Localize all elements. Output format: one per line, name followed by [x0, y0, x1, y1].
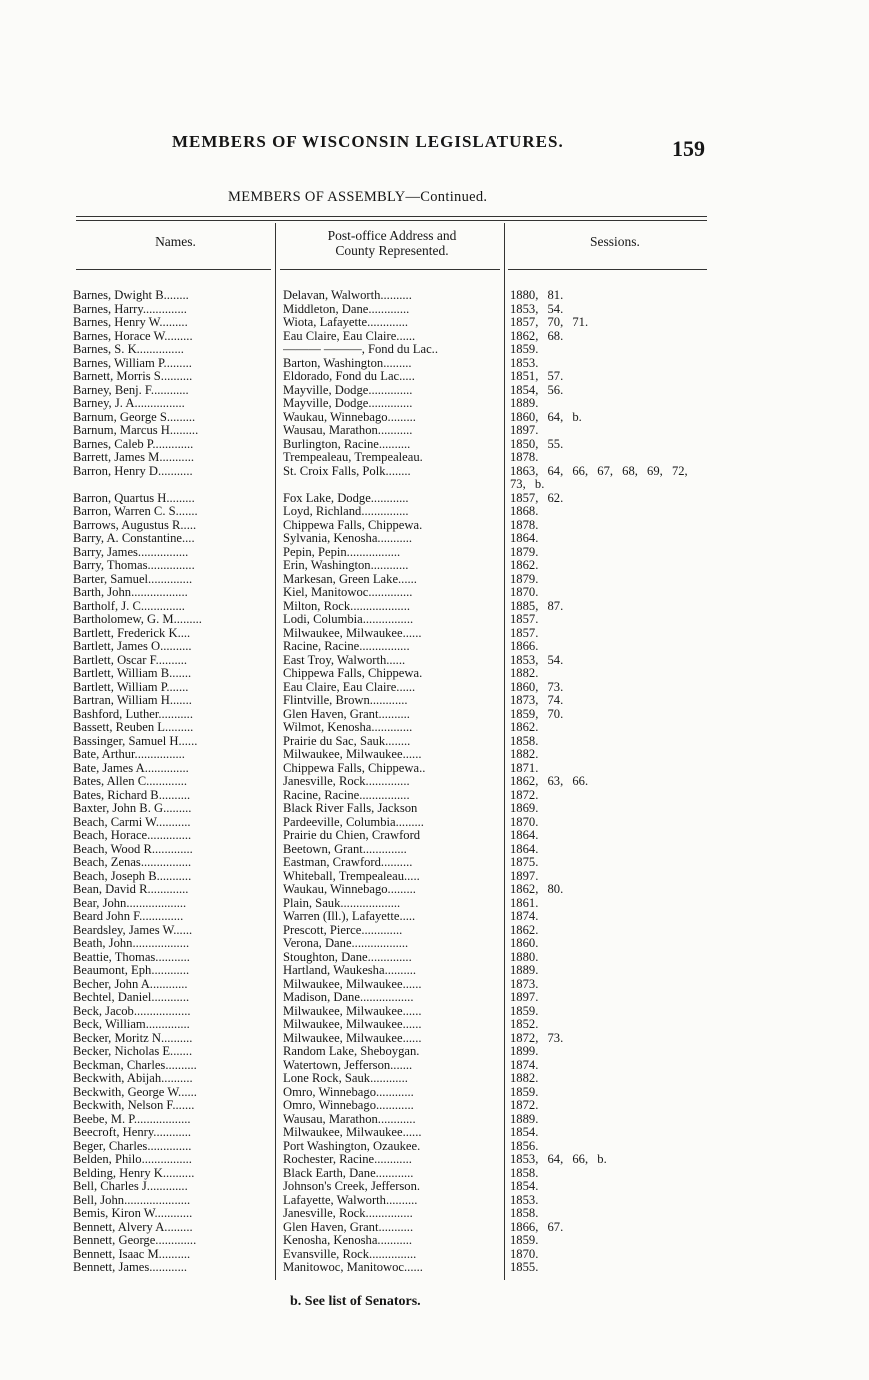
member-address: Glen Haven, Grant...........	[283, 1220, 414, 1234]
member-sessions: 1852.	[510, 1017, 539, 1031]
member-address: Barton, Washington.........	[283, 356, 412, 370]
member-sessions: 1875.	[510, 855, 539, 869]
column-divider	[275, 223, 276, 1280]
member-address: Manitowoc, Manitowoc......	[283, 1261, 423, 1274]
column-divider	[504, 223, 505, 1280]
member-name: Barron, Warren C. S.......	[73, 505, 198, 518]
member-address: Delavan, Walworth..........	[283, 289, 412, 302]
member-address: Lafayette, Walworth..........	[283, 1193, 418, 1207]
member-name: Bennett, Isaac M..........	[73, 1247, 191, 1261]
member-address: St. Croix Falls, Polk........	[283, 464, 411, 478]
member-address: Janesville, Rock..............	[283, 775, 410, 788]
member-sessions: 1853, 54.	[510, 301, 564, 316]
member-sessions: 1873.	[510, 976, 539, 991]
member-name: Bell, John.....................	[73, 1193, 191, 1207]
member-address: Milwaukee, Milwaukee......	[283, 1018, 422, 1031]
member-name: Beckwith, Nelson F.......	[73, 1099, 195, 1112]
member-sessions: 1889.	[510, 1111, 539, 1126]
member-address: Pardeeville, Columbia.........	[283, 815, 424, 829]
member-name: Barney, J. A................	[73, 397, 185, 410]
member-address: Wausau, Marathon............	[283, 1112, 416, 1126]
member-name: Barry, A. Constantine....	[73, 532, 195, 545]
member-sessions: 1853, 64, 66, b.	[510, 1152, 607, 1166]
member-sessions: 1866.	[510, 639, 539, 653]
member-sessions: 1857.	[510, 612, 539, 626]
member-sessions: 1869.	[510, 801, 539, 815]
member-name: Bashford, Luther...........	[73, 707, 193, 721]
member-address: Port Washington, Ozaukee.	[283, 1139, 421, 1153]
member-address: Black Earth, Dane............	[283, 1166, 414, 1180]
member-address: Pepin, Pepin.................	[283, 545, 401, 559]
member-name: Beger, Charles..............	[73, 1139, 192, 1153]
member-address: Eastman, Crawford..........	[283, 856, 413, 869]
member-sessions: 1854.	[510, 1125, 539, 1139]
member-sessions: 1871.	[510, 760, 539, 775]
member-address: Milwaukee, Milwaukee......	[283, 1126, 422, 1139]
member-address: Middleton, Dane.............	[283, 302, 410, 316]
member-address: Prairie du Chien, Crawford	[283, 829, 421, 842]
header-rule	[280, 269, 500, 270]
member-address: Chippewa Falls, Chippewa..	[283, 761, 426, 775]
member-sessions: 1874.	[510, 1057, 539, 1072]
member-name: Beecroft, Henry............	[73, 1126, 192, 1139]
member-sessions: 1873, 74.	[510, 693, 564, 707]
member-address: Milwaukee, Milwaukee......	[283, 626, 422, 640]
member-name: Barry, Thomas...............	[73, 559, 195, 572]
column-header-sessions: Sessions.	[590, 234, 640, 249]
member-name: Bartlett, James O..........	[73, 640, 192, 653]
member-name: Bartlett, Frederick K....	[73, 626, 191, 640]
member-address: Lodi, Columbia................	[283, 613, 414, 626]
member-address: Fox Lake, Dodge............	[283, 491, 409, 505]
member-sessions: 1857, 62.	[510, 490, 564, 505]
member-name: Barrett, James M...........	[73, 451, 195, 464]
member-address: East Troy, Walworth......	[283, 653, 406, 667]
member-name: Beach, Horace..............	[73, 829, 192, 842]
member-address: Prescott, Pierce.............	[283, 923, 403, 937]
member-name: Beckman, Charles..........	[73, 1058, 197, 1072]
member-address: Eau Claire, Eau Claire......	[283, 329, 416, 343]
member-name: Bate, James A..............	[73, 761, 189, 775]
member-sessions: 1853.	[510, 355, 539, 370]
member-sessions: 1860.	[510, 936, 539, 950]
member-name: Bassinger, Samuel H......	[73, 734, 198, 748]
member-address: Wilmot, Kenosha.............	[283, 721, 413, 734]
member-address: Milwaukee, Milwaukee......	[283, 1004, 422, 1018]
member-name: Beebe, M. P..................	[73, 1112, 191, 1126]
member-sessions: 1864.	[510, 531, 539, 545]
member-name: Beckwith, Abijah..........	[73, 1072, 193, 1085]
member-address: Milwaukee, Milwaukee......	[283, 977, 422, 991]
member-sessions: 1854, 56.	[510, 382, 564, 397]
member-name: Barnum, George S.........	[73, 410, 196, 424]
member-address: Omro, Winnebago............	[283, 1099, 414, 1112]
member-name: Barnes, S. K...............	[73, 343, 184, 356]
member-name: Barnes, Dwight B........	[73, 289, 189, 302]
member-sessions: 1862, 63, 66.	[510, 774, 589, 788]
member-sessions: 1859, 70.	[510, 706, 564, 721]
member-name: Bechtel, Daniel............	[73, 991, 190, 1004]
member-address: Hartland, Waukesha..........	[283, 964, 417, 977]
member-address: Mayville, Dodge..............	[283, 383, 413, 397]
member-name: Becker, Moritz N..........	[73, 1031, 193, 1045]
member-name: Bartlett, William P.......	[73, 680, 189, 694]
member-sessions: 1855.	[510, 1260, 539, 1274]
member-name: Beach, Joseph B...........	[73, 869, 192, 883]
member-address: Prairie du Sac, Sauk........	[283, 734, 411, 748]
member-name: Barnes, Harry..............	[73, 302, 187, 316]
member-sessions: 1858.	[510, 1165, 539, 1180]
member-sessions: 1889.	[510, 396, 539, 410]
member-sessions: 1882.	[510, 666, 539, 680]
member-address: Loyd, Richland...............	[283, 505, 409, 518]
member-sessions: 1860, 64, b.	[510, 409, 582, 424]
member-name: Barnes, Horace W.........	[73, 329, 193, 343]
member-name: Barney, Benj. F............	[73, 383, 189, 397]
member-name: Bear, John...................	[73, 896, 187, 910]
member-name: Becher, John A............	[73, 977, 188, 991]
member-sessions: 1858.	[510, 733, 539, 748]
column-header-address	[280, 228, 504, 258]
header-rule	[508, 269, 707, 270]
table-top-rule	[76, 216, 707, 217]
member-address: Milwaukee, Milwaukee......	[283, 1031, 422, 1045]
member-sessions: 1885, 87.	[510, 598, 564, 613]
member-name: Barth, John..................	[73, 586, 188, 599]
member-name: Becker, Nicholas E.......	[73, 1045, 193, 1058]
member-address: Chippewa Falls, Chippewa.	[283, 518, 423, 532]
member-sessions: 1850, 55.	[510, 436, 564, 451]
member-name: Belden, Philo................	[73, 1153, 192, 1166]
member-sessions: 1859.	[510, 1003, 539, 1018]
member-sessions: 1897.	[510, 423, 539, 437]
member-sessions: 1856.	[510, 1138, 539, 1153]
member-address: Wiota, Lafayette.............	[283, 316, 409, 329]
member-name: Bemis, Kiron W............	[73, 1207, 193, 1220]
member-sessions: 1899.	[510, 1044, 539, 1058]
member-address: Burlington, Racine..........	[283, 437, 411, 451]
member-sessions: 1878.	[510, 517, 539, 532]
member-address: Verona, Dane..................	[283, 937, 409, 950]
member-address: Warren (Ill.), Lafayette.....	[283, 910, 416, 923]
member-name: Bartran, William H.......	[73, 694, 192, 707]
member-name: Barnes, Caleb P.............	[73, 437, 194, 451]
member-sessions: 1851, 57.	[510, 369, 564, 383]
running-head: MEMBERS OF WISCONSIN LEGISLATURES.	[172, 132, 564, 151]
member-sessions: 1862.	[510, 558, 539, 572]
member-name: Barron, Quartus H.........	[73, 491, 195, 505]
member-sessions: 1859.	[510, 1233, 539, 1247]
member-sessions: 1862.	[510, 922, 539, 937]
member-sessions: 1870.	[510, 585, 539, 599]
member-address: Lone Rock, Sauk............	[283, 1072, 408, 1085]
member-sessions: 1866, 67.	[510, 1219, 564, 1234]
member-name: Bartholomew, G. M.........	[73, 613, 202, 626]
member-sessions: 1872.	[510, 1098, 539, 1112]
member-name: Bassett, Reuben L.........	[73, 721, 194, 734]
member-sessions: 1857.	[510, 625, 539, 640]
member-name: Bate, Arthur................	[73, 748, 185, 761]
member-sessions: 1859.	[510, 342, 539, 356]
member-sessions: 1889.	[510, 963, 539, 977]
member-address: Kiel, Manitowoc..............	[283, 586, 413, 599]
member-address: Johnson's Creek, Jefferson.	[283, 1180, 421, 1193]
member-name: Barry, James................	[73, 545, 189, 559]
member-sessions: 1861.	[510, 895, 539, 910]
member-sessions: 1878.	[510, 450, 539, 464]
member-sessions: 1897.	[510, 990, 539, 1004]
member-address: Watertown, Jefferson.......	[283, 1058, 413, 1072]
member-sessions: 1874.	[510, 909, 539, 923]
member-sessions: 1853, 54.	[510, 652, 564, 667]
member-sessions: 1862, 80.	[510, 882, 564, 896]
member-address: Waukau, Winnebago.........	[283, 410, 416, 424]
member-name: Bell, Charles J.............	[73, 1180, 188, 1193]
member-sessions: 1870.	[510, 1246, 539, 1261]
table-top-rule-2	[76, 220, 707, 221]
member-address: Plain, Sauk...................	[283, 896, 401, 910]
member-sessions: 1880, 81.	[510, 288, 564, 302]
member-name: Beck, Jacob..................	[73, 1004, 191, 1018]
footnote: b. See list of Senators.	[290, 1294, 421, 1309]
member-name: Beard John F..............	[73, 910, 184, 923]
member-name: Bennett, George.............	[73, 1234, 197, 1247]
member-address: Waukau, Winnebago.........	[283, 883, 416, 896]
member-sessions: 1857, 70, 71.	[510, 315, 589, 329]
member-address: Janesville, Rock...............	[283, 1207, 413, 1220]
member-sessions: 73, b.	[510, 477, 545, 491]
member-address: Random Lake, Sheboygan.	[283, 1045, 420, 1058]
member-address: Milwaukee, Milwaukee......	[283, 748, 422, 761]
member-sessions: 1882.	[510, 747, 539, 761]
member-address: Racine, Racine................	[283, 640, 410, 653]
member-address: Omro, Winnebago............	[283, 1085, 414, 1099]
member-name: Bean, David R.............	[73, 883, 189, 896]
member-sessions: 1897.	[510, 868, 539, 883]
member-address: Beetown, Grant..............	[283, 842, 407, 856]
member-sessions: 1859.	[510, 1084, 539, 1099]
member-address: Markesan, Green Lake......	[283, 572, 417, 586]
member-sessions: 1879.	[510, 571, 539, 586]
member-name: Barter, Samuel..............	[73, 572, 193, 586]
member-name: Beath, John..................	[73, 937, 190, 950]
member-address: Madison, Dane.................	[283, 991, 414, 1004]
member-address: Eau Claire, Eau Claire......	[283, 680, 416, 694]
member-address: Milton, Rock...................	[283, 599, 410, 613]
member-name: Barnett, Morris S..........	[73, 370, 193, 383]
member-address: Racine, Racine................	[283, 788, 410, 802]
member-sessions: 1864.	[510, 828, 539, 842]
member-address: Whiteball, Trempealeau.....	[283, 869, 420, 883]
member-sessions: 1872.	[510, 787, 539, 802]
member-sessions: 1862.	[510, 720, 539, 734]
member-address: Eldorado, Fond du Lac.....	[283, 370, 415, 383]
member-address: Chippewa Falls, Chippewa.	[283, 667, 423, 680]
member-sessions: 1860, 73.	[510, 679, 564, 694]
member-address: ——— ———, Fond du Lac..	[283, 343, 438, 356]
member-name: Beattie, Thomas...........	[73, 950, 190, 964]
member-address: Erin, Washington............	[283, 559, 409, 572]
column-header-address-line2: County Represented.	[335, 243, 449, 258]
member-address: Trempealeau, Trempealeau.	[283, 451, 423, 464]
member-name: Beardsley, James W......	[73, 923, 193, 937]
member-name: Beaumont, Eph............	[73, 964, 190, 977]
member-address: Mayville, Dodge..............	[283, 397, 413, 410]
column-header-names: Names.	[155, 234, 196, 249]
member-sessions: 1870.	[510, 814, 539, 829]
member-name: Bartholf, J. C..............	[73, 599, 185, 613]
member-name: Bartlett, William B.......	[73, 667, 192, 680]
member-sessions: 1854.	[510, 1179, 539, 1193]
member-name: Barnum, Marcus H.........	[73, 424, 199, 437]
member-name: Barnes, William P.........	[73, 356, 192, 370]
member-address: Sylvania, Kenosha...........	[283, 532, 413, 545]
member-address: Stoughton, Dane..............	[283, 950, 412, 964]
page-number: 159	[672, 136, 705, 161]
member-address: Black River Falls, Jackson	[283, 802, 418, 815]
member-address: Rochester, Racine............	[283, 1153, 412, 1166]
header-rule	[76, 269, 271, 270]
member-address: Wausau, Marathon...........	[283, 424, 413, 437]
column-header-address-line1: Post-office Address and	[327, 228, 457, 243]
member-address: Glen Haven, Grant..........	[283, 707, 410, 721]
member-name: Beckwith, George W......	[73, 1085, 197, 1099]
member-name: Bates, Richard B..........	[73, 788, 191, 802]
member-name: Beach, Zenas................	[73, 856, 192, 869]
member-name: Beck, William..............	[73, 1018, 190, 1031]
member-name: Bennett, Alvery A.........	[73, 1220, 193, 1234]
member-address: Kenosha, Kenosha...........	[283, 1234, 413, 1247]
member-name: Baxter, John B. G.........	[73, 802, 192, 815]
member-sessions: 1864.	[510, 841, 539, 856]
member-sessions: 1882.	[510, 1071, 539, 1085]
member-name: Barron, Henry D...........	[73, 464, 193, 478]
member-name: Belding, Henry K..........	[73, 1166, 195, 1180]
member-sessions: 1863, 64, 66, 67, 68, 69, 72,	[510, 463, 688, 478]
member-name: Beach, Carmi W...........	[73, 815, 191, 829]
member-name: Barnes, Henry W.........	[73, 316, 188, 329]
member-sessions: 1879.	[510, 544, 539, 559]
member-name: Beach, Wood R.............	[73, 842, 193, 856]
member-address: Flintville, Brown............	[283, 694, 408, 707]
member-name: Bennett, James............	[73, 1261, 188, 1274]
section-subheading: MEMBERS OF ASSEMBLY—Continued.	[228, 189, 488, 205]
member-sessions: 1853.	[510, 1192, 539, 1207]
member-sessions: 1868.	[510, 504, 539, 518]
member-name: Bates, Allen C.............	[73, 775, 188, 788]
member-name: Barrows, Augustus R.....	[73, 518, 197, 532]
member-sessions: 1872, 73.	[510, 1030, 564, 1045]
member-sessions: 1858.	[510, 1206, 539, 1220]
member-sessions: 1880.	[510, 949, 539, 964]
member-sessions: 1862, 68.	[510, 328, 564, 343]
member-name: Bartlett, Oscar F..........	[73, 653, 188, 667]
member-address: Evansville, Rock...............	[283, 1247, 417, 1261]
